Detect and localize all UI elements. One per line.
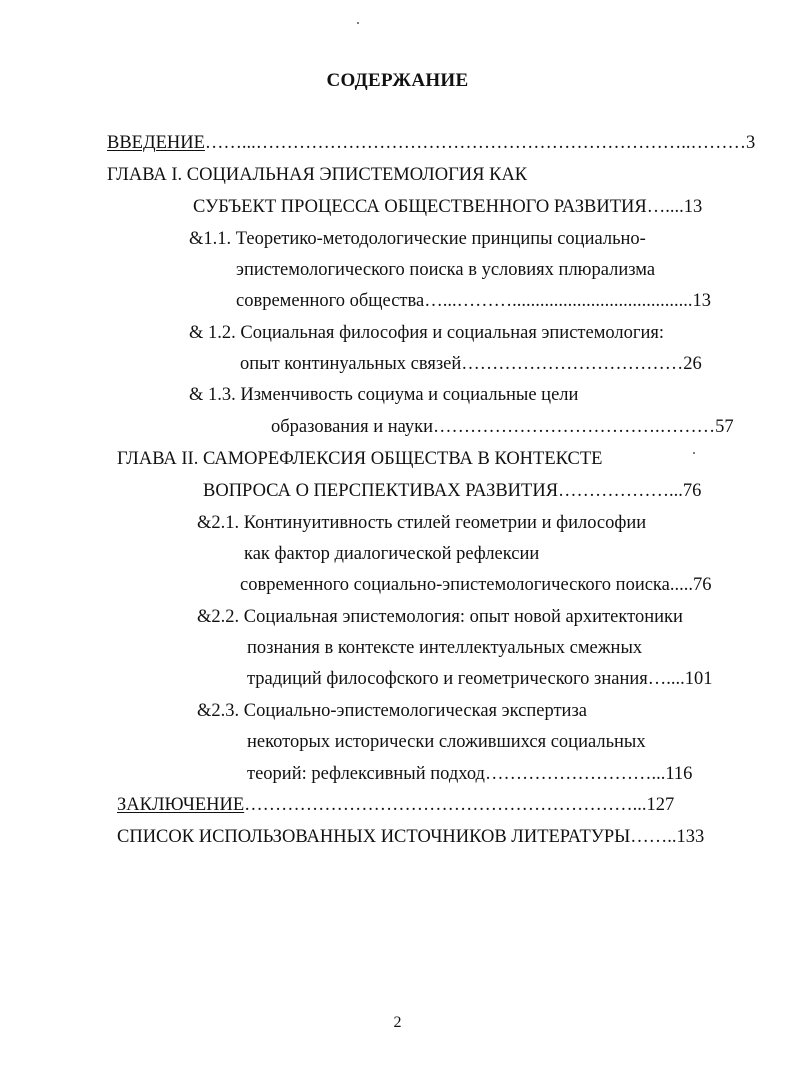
toc-section-1-3-line-2: образования и науки……………………………….………57 [271, 417, 734, 437]
toc-section-1-2-line-2: опыт континуальных связей………………………………26 [240, 354, 702, 374]
scan-speck [357, 22, 359, 24]
toc-chapter-1-line-1: ГЛАВА I. СОЦИАЛЬНАЯ ЭПИСТЕМОЛОГИЯ КАК [107, 165, 528, 185]
toc-section-2-3-line-2: некоторых исторически сложившихся социальных [247, 732, 646, 752]
page-number: 2 [393, 1014, 402, 1031]
toc-section-1-2-line-1: & 1.2. Социальная философия и социальная эпистемология: [189, 323, 665, 343]
toc-section-1-1-line-1: &1.1. Теоретико-методологические принципы социально- [189, 229, 646, 249]
toc-intro-label: ВВЕДЕНИЕ [107, 133, 205, 153]
toc-section-2-2-line-2: познания в контексте интеллектуальных смежных [247, 638, 643, 658]
toc-section-1-1-line-3: современного общества…...……….......................................13 [236, 291, 711, 311]
toc-section-1-1-line-2: эпистемологического поиска в условиях плюрализма [236, 260, 656, 280]
toc-conclusion-label: ЗАКЛЮЧЕНИЕ [117, 795, 245, 815]
page-title: СОДЕРЖАНИЕ [326, 70, 469, 91]
toc-entry-conclusion [117, 794, 674, 816]
toc-section-2-1-line-1: &2.1. Континуитивность стилей геометрии и философии [197, 513, 647, 533]
toc-intro-leader: ……...……………………………………………………………..……… [204, 133, 747, 153]
toc-entry-intro [107, 132, 755, 154]
toc-section-2-2-line-3: традиций философского и геометрического знания…....101 [247, 669, 713, 689]
toc-chapter-2-line-2: ВОПРОСА О ПЕРСПЕКТИВАХ РАЗВИТИЯ………………...76 [203, 481, 702, 501]
toc-chapter-1-line-2: СУБЪЕКТ ПРОЦЕССА ОБЩЕСТВЕННОГО РАЗВИТИЯ…....13 [193, 197, 703, 217]
toc-section-2-1-line-2: как фактор диалогической рефлексии [244, 544, 540, 564]
toc-section-2-3-line-3: теорий: рефлексивный подход………………………...116 [247, 764, 693, 784]
toc-section-2-1-line-3: современного социально-эпистемологического поиска.....76 [240, 575, 712, 595]
scan-speck [693, 452, 695, 454]
toc-section-2-2-line-1: &2.2. Социальная эпистемология: опыт новой архитектоники [197, 607, 683, 627]
toc-intro-page: 3 [746, 133, 756, 153]
toc-entry-references: СПИСОК ИСПОЛЬЗОВАННЫХ ИСТОЧНИКОВ ЛИТЕРАТУРЫ……..133 [117, 827, 705, 847]
toc-section-2-3-line-1: &2.3. Социально-эпистемологическая экспертиза [197, 701, 587, 721]
toc-section-1-3-line-1: & 1.3. Изменчивость социума и социальные цели [189, 385, 579, 405]
toc-conclusion-leader: ………………………………………………………... [244, 795, 647, 815]
toc-chapter-2-line-1: ГЛАВА II. САМОРЕФЛЕКСИЯ ОБЩЕСТВА В КОНТЕКСТЕ [117, 449, 603, 469]
toc-conclusion-page: 127 [646, 795, 675, 815]
